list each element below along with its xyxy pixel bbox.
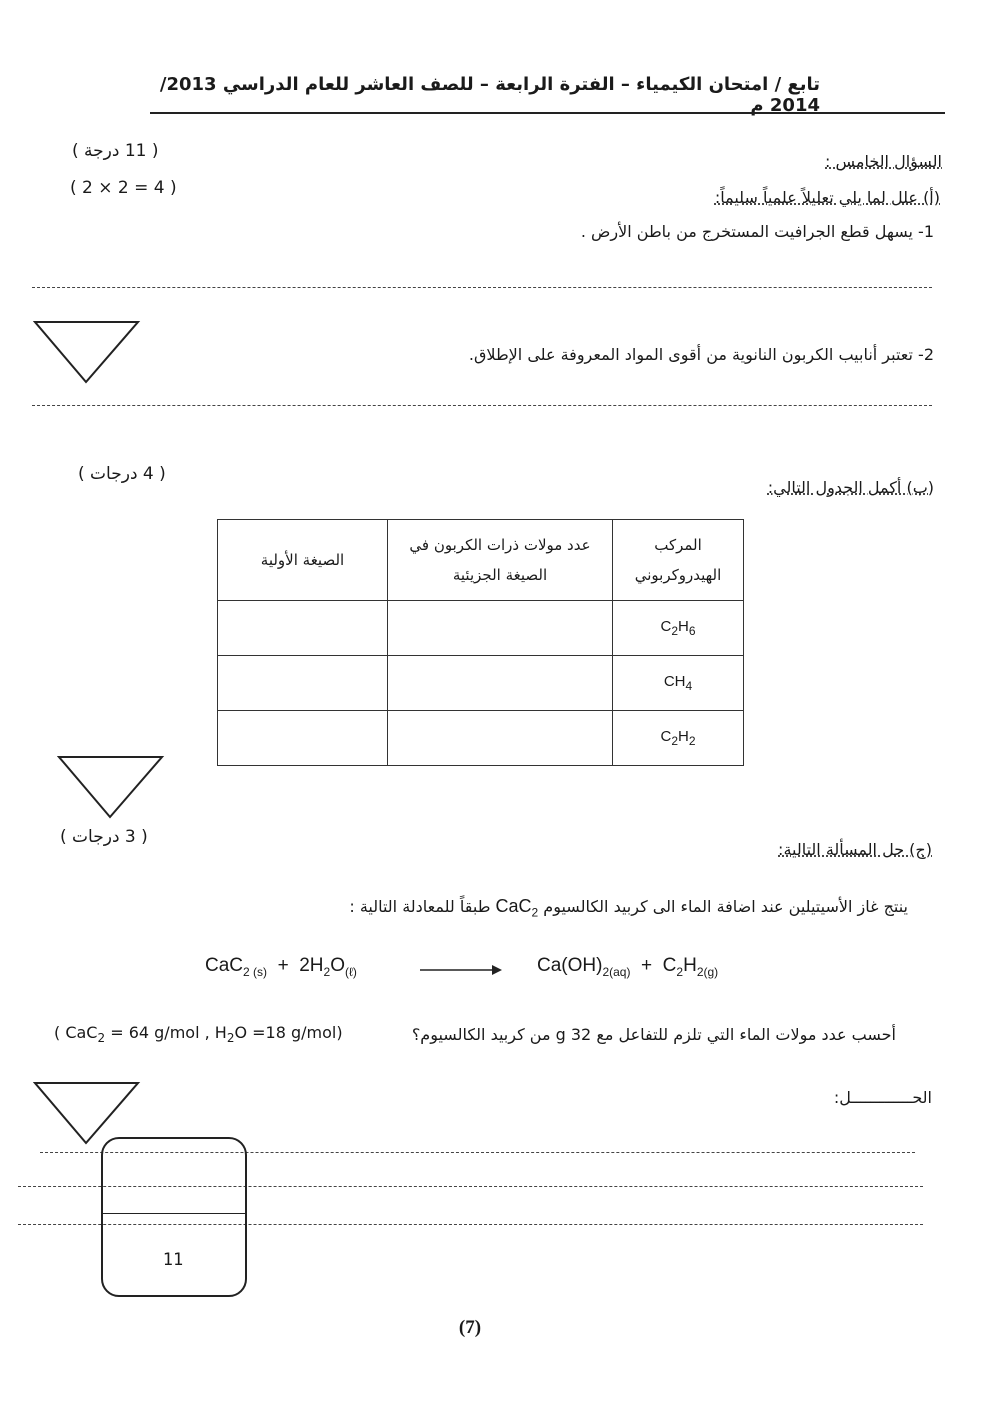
score-box [101, 1137, 247, 1297]
empirical-formula-cell[interactable] [218, 656, 388, 711]
part-c-heading: (ج) حل المسألة التالية: [778, 840, 932, 859]
reaction-arrow-icon [418, 962, 504, 978]
grade-triangle [57, 754, 165, 820]
header-divider [150, 112, 945, 114]
header-carbon-moles: عدد مولات ذرات الكربون في الصيغة الجزيئية [388, 520, 613, 601]
compound-c2h6: $C_2H_6$ [613, 601, 744, 656]
table-header-row [218, 520, 744, 601]
answer-line[interactable] [32, 287, 932, 288]
carbon-moles-cell[interactable] [388, 656, 613, 711]
empirical-formula-cell[interactable] [218, 711, 388, 766]
part-a-grade: ( 2 × 2 = 4 ) [70, 178, 177, 198]
answer-line[interactable] [32, 405, 932, 406]
score-box-divider [101, 1213, 245, 1214]
compound-c2h2: $C_2H_2$ [613, 711, 744, 766]
solution-label: الحـــــــــــــل: [833, 1088, 932, 1107]
header-empirical-formula: الصيغة الأولية [218, 520, 388, 601]
table-row [218, 601, 744, 656]
grade-triangle [33, 319, 141, 385]
part-a-item-1: 1- يسهل قطع الجرافيت المستخرج من باطن الأرض . [580, 222, 934, 241]
part-b-heading: (ب) أكمل الجدول التالي: [767, 478, 934, 497]
page-number: (7) [458, 1317, 482, 1338]
part-c-question: أحسب عدد مولات الماء التي تلزم للتفاعل مع g 32 من كربيد الكالسيوم؟ [411, 1025, 896, 1044]
hydrocarbon-table [217, 519, 744, 766]
part-c-intro: ينتج غاز الأسيتيلين عند اضافة الماء الى كربيد الكالسيوم CaC$_2$ طبقاً للمعادلة التالية : [349, 896, 908, 920]
part-c-grade: ( 3 درجات ) [60, 827, 148, 847]
carbon-moles-cell[interactable] [388, 601, 613, 656]
empirical-formula-cell[interactable] [218, 601, 388, 656]
header-compound: المركب الهيدروكربوني [613, 520, 744, 601]
part-b-grade: ( 4 درجات ) [78, 464, 166, 484]
score-value: 11 [162, 1250, 184, 1270]
compound-ch4: $CH_4$ [613, 656, 744, 711]
table-row [218, 656, 744, 711]
chemical-equation-products: $Ca(OH)_{2(aq)} + C_2H_{2(g)}$ [537, 955, 719, 979]
carbon-moles-cell[interactable] [388, 711, 613, 766]
question-title: السؤال الخامس : [825, 152, 942, 171]
given-molar-masses: ( CaC$_2$ = 64 g/mol , $H_2O =18$ g/mol) [54, 1023, 343, 1046]
table-row [218, 711, 744, 766]
exam-header: تابع / امتحان الكيمياء – الفترة الرابعة – للصف العاشر للعام الدراسي 2013/ 2014 م [159, 74, 820, 116]
chemical-equation: $CaC_{2 (s)} + 2H_2O_{(\ell)}$ [205, 955, 357, 979]
question-total-grade: ( 11 درجة ) [72, 141, 159, 161]
part-a-item-2: 2- تعتبر أنابيب الكربون النانوية من أقوى المواد المعروفة على الإطلاق. [468, 345, 934, 364]
part-a-heading: (أ) علل لما يلي تعليلاً علمياً سليماً: [714, 188, 940, 207]
